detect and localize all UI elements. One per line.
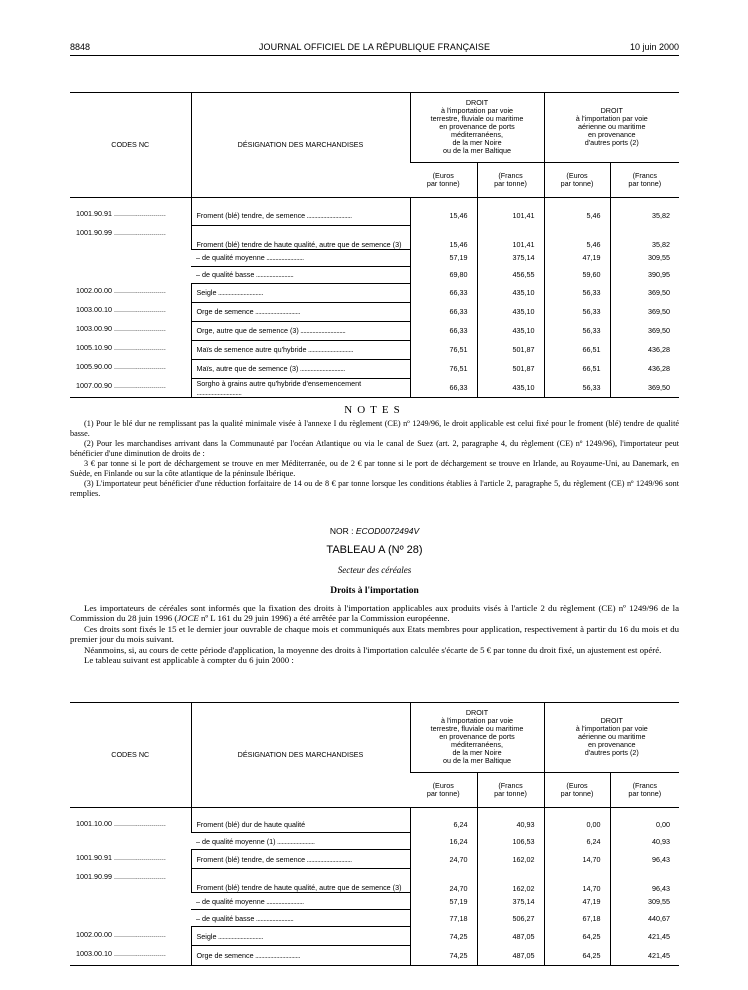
value-e2: 67,18	[544, 910, 610, 927]
value-e1: 24,70	[410, 850, 477, 869]
designation-text: Froment (blé) tendre, de semence	[196, 210, 306, 220]
value-f1: 501,87	[477, 359, 544, 378]
value-e2: 64,25	[544, 927, 610, 946]
value-e1: 66,33	[410, 378, 477, 398]
value-f1: 456,55	[477, 266, 544, 283]
value-f2: 421,45	[610, 927, 679, 946]
section-heading: Droits à l'importation	[330, 586, 419, 596]
leader-dots: .........................	[254, 913, 294, 923]
value-f1: 435,10	[477, 302, 544, 321]
value-f1: 40,93	[477, 816, 544, 833]
header-codes: CODES NC	[70, 703, 191, 808]
nc-code: 1003.00.10 ..........................	[76, 948, 166, 958]
designation-text: Orge de semence	[196, 307, 254, 316]
header-francs-3: (Francs par tonne)	[610, 772, 679, 807]
value-f1: 162,02	[477, 850, 544, 869]
designation-sub	[191, 249, 410, 266]
paragraph-1: Les importateurs de céréales sont informés que la fixation des droits à l'importation applicables aux produits visés à l'article 2 du règlement (CE) nº 1249/96 de la Commission du 28 juin 1996 (JOCE nº L 161 du 29 juin 1996) a été arrêtée par la Commission européenne.	[70, 603, 679, 624]
value-e2: 0,00	[544, 816, 610, 833]
nc-code: 1005.90.00 ..........................	[76, 362, 166, 371]
notes-block	[70, 419, 679, 499]
nc-code: 1001.10.00 ..........................	[76, 819, 166, 828]
designation	[191, 927, 410, 946]
page-number: 8848	[70, 42, 91, 52]
header-designation: DÉSIGNATION DES MARCHANDISES	[191, 703, 410, 808]
leader-dots: .........................	[264, 253, 304, 262]
leader-dots: ..............................	[298, 326, 346, 335]
sector-title: Secteur des céréales	[337, 565, 412, 575]
leader-dots: ..............................	[305, 210, 352, 220]
spacer-cell	[191, 808, 410, 817]
value-f1: 487,05	[477, 946, 544, 966]
nc-code: 1003.00.90 ..........................	[76, 324, 166, 333]
designation	[191, 946, 410, 966]
designation-text: Froment (blé) dur de haute qualité	[196, 819, 306, 829]
designation-text: Orge de semence	[196, 950, 254, 960]
value-e2: 66,51	[544, 340, 610, 359]
note-1: (1) Pour le blé dur ne remplissant pas la qualité minimale visée à l'annexe I du règlement (CE) nº 1249/96, le droit applicable est celui fixé pour le froment (blé) tendre de qualité basse.	[70, 419, 679, 438]
value-e1: 16,24	[410, 833, 477, 850]
value-f2: 436,28	[610, 340, 679, 359]
value-f2: 96,43	[610, 850, 679, 869]
value-f2: 369,50	[610, 378, 679, 398]
duty-table-2	[70, 702, 679, 966]
value-e2: 66,51	[544, 359, 610, 378]
designation	[191, 302, 410, 321]
value-f2: 309,55	[610, 893, 679, 910]
value-f2: 35,82	[610, 206, 679, 225]
journal-title: JOURNAL OFFICIEL DE LA RÉPUBLIQUE FRANÇAISE	[258, 42, 491, 52]
designation	[191, 378, 410, 398]
designation-sub	[191, 266, 410, 283]
header-euros-2: (Euros par tonne)	[544, 772, 610, 807]
header-euros-0: (Euros par tonne)	[410, 162, 477, 197]
leader-dots: ..............................	[306, 345, 353, 354]
spacer-cell	[70, 198, 191, 207]
value-e1: 57,19	[410, 893, 477, 910]
value-f2: 96,43	[610, 869, 679, 893]
spacer-cell	[544, 808, 610, 817]
spacer-cell	[477, 808, 544, 817]
nc-code: 1005.10.90 ..........................	[76, 343, 166, 352]
designation-sub	[191, 893, 410, 910]
value-f1: 487,05	[477, 927, 544, 946]
value-e1: 76,51	[410, 359, 477, 378]
value-f1: 435,10	[477, 321, 544, 340]
designation-text: Orge, autre que de semence (3)	[196, 326, 299, 335]
value-e1: 66,33	[410, 302, 477, 321]
leader-dots: ..............................	[305, 854, 352, 864]
header-droit-terrestre: DROIT à l'importation par voie terrestre, fluviale ou maritime en provenance de ports méditerranéens, de la mer Noire ou de la mer Baltique	[410, 703, 544, 773]
designation-sub	[191, 833, 410, 850]
designation	[191, 283, 410, 302]
value-f2: 436,28	[610, 359, 679, 378]
designation	[191, 869, 410, 893]
nc-code: 1001.90.99 ..........................	[76, 871, 166, 881]
paragraph-2: Ces droits sont fixés le 15 et le dernier jour ouvrable de chaque mois et communiqués aux Etats membres pour application, respectivement à partir du 16 du mois et du premier jour du mois suivant.	[70, 623, 679, 645]
nor-reference	[70, 526, 679, 536]
leader-dots: ..............................	[298, 364, 345, 373]
table-row	[70, 946, 679, 966]
value-e1: 74,25	[410, 946, 477, 966]
designation-sub	[191, 910, 410, 927]
designation-text: – de qualité moyenne	[196, 253, 265, 262]
spacer-cell	[477, 198, 544, 207]
leader-dots: .........................	[275, 836, 315, 846]
spacer-cell	[70, 808, 191, 817]
leader-dots: ..............................	[253, 307, 301, 316]
header-euros-2: (Euros par tonne)	[544, 162, 610, 197]
notes-title: NOTES	[344, 404, 405, 416]
value-f2: 369,50	[610, 321, 679, 340]
value-f1: 162,02	[477, 869, 544, 893]
table-row	[70, 321, 679, 340]
table-row	[70, 283, 679, 302]
paragraph-3: Néanmoins, si, au cours de cette période d'application, la moyenne des droits à l'importation calculée s'écarte de 5 € par tonne du droit fixé, un ajustement est opéré.	[84, 644, 662, 655]
value-e1: 76,51	[410, 340, 477, 359]
nc-code: 1003.00.10 ..........................	[76, 305, 166, 314]
designation	[191, 340, 410, 359]
value-f1: 501,87	[477, 340, 544, 359]
designation	[191, 206, 410, 225]
value-e2: 14,70	[544, 869, 610, 893]
designation	[191, 225, 410, 249]
value-e2: 56,33	[544, 321, 610, 340]
designation-text: – de qualité basse	[196, 913, 255, 923]
header-droit-terrestre: DROIT à l'importation par voie terrestre, fluviale ou maritime en provenance de ports méditerranéens, de la mer Noire ou de la mer Baltique	[410, 93, 544, 163]
leader-dots: ..............................	[216, 931, 263, 941]
value-f1: 375,14	[477, 893, 544, 910]
value-f1: 101,41	[477, 206, 544, 225]
leader-dots: ..............................	[196, 387, 242, 397]
designation	[191, 850, 410, 869]
note-3: (3) L'importateur peut bénéficier d'une réduction forfaitaire de 14 ou de 8 € par tonne lorsque les conditions établies à l'article 2, paragraphe 5, du règlement (CE) nº 1249/96 sont remplies.	[70, 479, 679, 498]
value-e2: 47,19	[544, 249, 610, 266]
value-f1: 506,27	[477, 910, 544, 927]
table-row	[70, 850, 679, 869]
leader-dots: ..............................	[253, 950, 301, 960]
value-e2: 64,25	[544, 946, 610, 966]
value-e2: 5,46	[544, 206, 610, 225]
intro-paragraphs	[70, 603, 679, 665]
header-droit-aerienne: DROIT à l'importation par voie aérienne ou maritime en provenance d'autres ports (2)	[544, 93, 679, 163]
designation-text: Seigle	[196, 931, 217, 941]
table-row	[70, 927, 679, 946]
value-e2: 59,60	[544, 266, 610, 283]
value-f2: 35,82	[610, 225, 679, 249]
value-f1: 435,10	[477, 283, 544, 302]
value-e1: 57,19	[410, 249, 477, 266]
table-row	[70, 869, 679, 893]
designation-text: – de qualité basse	[196, 270, 255, 279]
value-f2: 390,95	[610, 266, 679, 283]
leader-dots: .........................	[264, 896, 304, 906]
value-e2: 14,70	[544, 850, 610, 869]
header-francs-3: (Francs par tonne)	[610, 162, 679, 197]
value-f2: 40,93	[610, 833, 679, 850]
spacer-cell	[191, 198, 410, 207]
designation-text: Froment (blé) tendre de haute qualité, autre que de semence (3)	[196, 883, 402, 892]
nc-code: 1002.00.00 ..........................	[76, 286, 166, 295]
value-f2: 369,50	[610, 283, 679, 302]
value-e1: 74,25	[410, 927, 477, 946]
designation	[191, 816, 410, 833]
designation	[191, 321, 410, 340]
value-e2: 5,46	[544, 225, 610, 249]
designation-text: Maïs, autre que de semence (3)	[196, 364, 299, 373]
value-e1: 77,18	[410, 910, 477, 927]
spacer-cell	[610, 198, 679, 207]
paragraph-4: Le tableau suivant est applicable à compter du 6 juin 2000 :	[84, 655, 294, 666]
header-droit-aerienne: DROIT à l'importation par voie aérienne ou maritime en provenance d'autres ports (2)	[544, 703, 679, 773]
nc-code: 1001.90.91 ..........................	[76, 852, 166, 862]
value-f2: 440,67	[610, 910, 679, 927]
designation	[191, 359, 410, 378]
spacer-cell	[610, 808, 679, 817]
value-e1: 24,70	[410, 869, 477, 893]
note-2: (2) Pour les marchandises arrivant dans la Communauté par l'océan Atlantique ou via le canal de Suez (art. 2, paragraphe 4, du règlement (CE) nº 1249/96), l'importateur peut bénéficier d'une diminution de droits de :	[70, 439, 679, 458]
table-row	[70, 225, 679, 249]
value-f1: 375,14	[477, 249, 544, 266]
value-f1: 106,53	[477, 833, 544, 850]
designation-text: Sorgho à grains autre qu'hybride d'ensemencement	[196, 378, 362, 388]
value-f1: 435,10	[477, 378, 544, 398]
value-e2: 56,33	[544, 283, 610, 302]
value-e1: 6,24	[410, 816, 477, 833]
designation-text: Froment (blé) tendre, de semence	[196, 854, 306, 864]
value-f2: 0,00	[610, 816, 679, 833]
header-designation: DÉSIGNATION DES MARCHANDISES	[191, 93, 410, 198]
header-codes: CODES NC	[70, 93, 191, 198]
spacer-cell	[410, 198, 477, 207]
duty-table-1	[70, 92, 679, 398]
value-e2: 56,33	[544, 378, 610, 398]
header-francs-1: (Francs par tonne)	[477, 772, 544, 807]
spacer-cell	[410, 808, 477, 817]
table-row	[70, 359, 679, 378]
leader-dots: .........................	[254, 270, 294, 279]
value-f2: 309,55	[610, 249, 679, 266]
nc-code: 1002.00.00 ..........................	[76, 929, 166, 939]
value-e2: 47,19	[544, 893, 610, 910]
value-f2: 369,50	[610, 302, 679, 321]
value-f2: 421,45	[610, 946, 679, 966]
issue-date: 10 juin 2000	[629, 42, 679, 52]
designation-text: Froment (blé) tendre de haute qualité, autre que de semence (3)	[196, 239, 402, 249]
nor-label: NOR :	[329, 526, 356, 536]
table-row	[70, 206, 679, 225]
value-f1: 101,41	[477, 225, 544, 249]
nc-code: 1007.00.90 ..........................	[76, 381, 166, 390]
header-euros-0: (Euros par tonne)	[410, 772, 477, 807]
tableau-title: TABLEAU A (Nº 28)	[326, 544, 423, 556]
value-e2: 6,24	[544, 833, 610, 850]
value-e2: 56,33	[544, 302, 610, 321]
table-row	[70, 816, 679, 833]
designation-text: – de qualité moyenne	[196, 896, 265, 906]
table-row	[70, 302, 679, 321]
value-e1: 15,46	[410, 206, 477, 225]
page-header	[70, 42, 679, 56]
designation-text: Maïs de semence autre qu'hybride	[196, 345, 307, 354]
nc-code: 1001.90.91 ..........................	[76, 209, 166, 218]
note-2-detail: 3 € par tonne si le port de déchargement se trouve en mer Méditerranée, ou de 2 € par tonne si le port de déchargement se trouve en Irlande, au Royaume-Uni, au Danemark, en Suède, en Finlande ou sur la côte atlantique de la péninsule Ibérique.	[70, 459, 679, 478]
leader-dots: ..............................	[216, 288, 263, 297]
header-francs-1: (Francs par tonne)	[477, 162, 544, 197]
value-e1: 15,46	[410, 225, 477, 249]
spacer-cell	[544, 198, 610, 207]
nc-code: 1001.90.99 ..........................	[76, 228, 166, 237]
value-e1: 66,33	[410, 283, 477, 302]
value-e1: 66,33	[410, 321, 477, 340]
header-rule	[70, 55, 679, 56]
table-row	[70, 378, 679, 398]
designation-text: Seigle	[196, 288, 217, 297]
designation-text: – de qualité moyenne (1)	[196, 836, 276, 846]
value-e1: 69,80	[410, 266, 477, 283]
table-row	[70, 340, 679, 359]
nor-code: ECOD0072494V	[355, 526, 420, 536]
